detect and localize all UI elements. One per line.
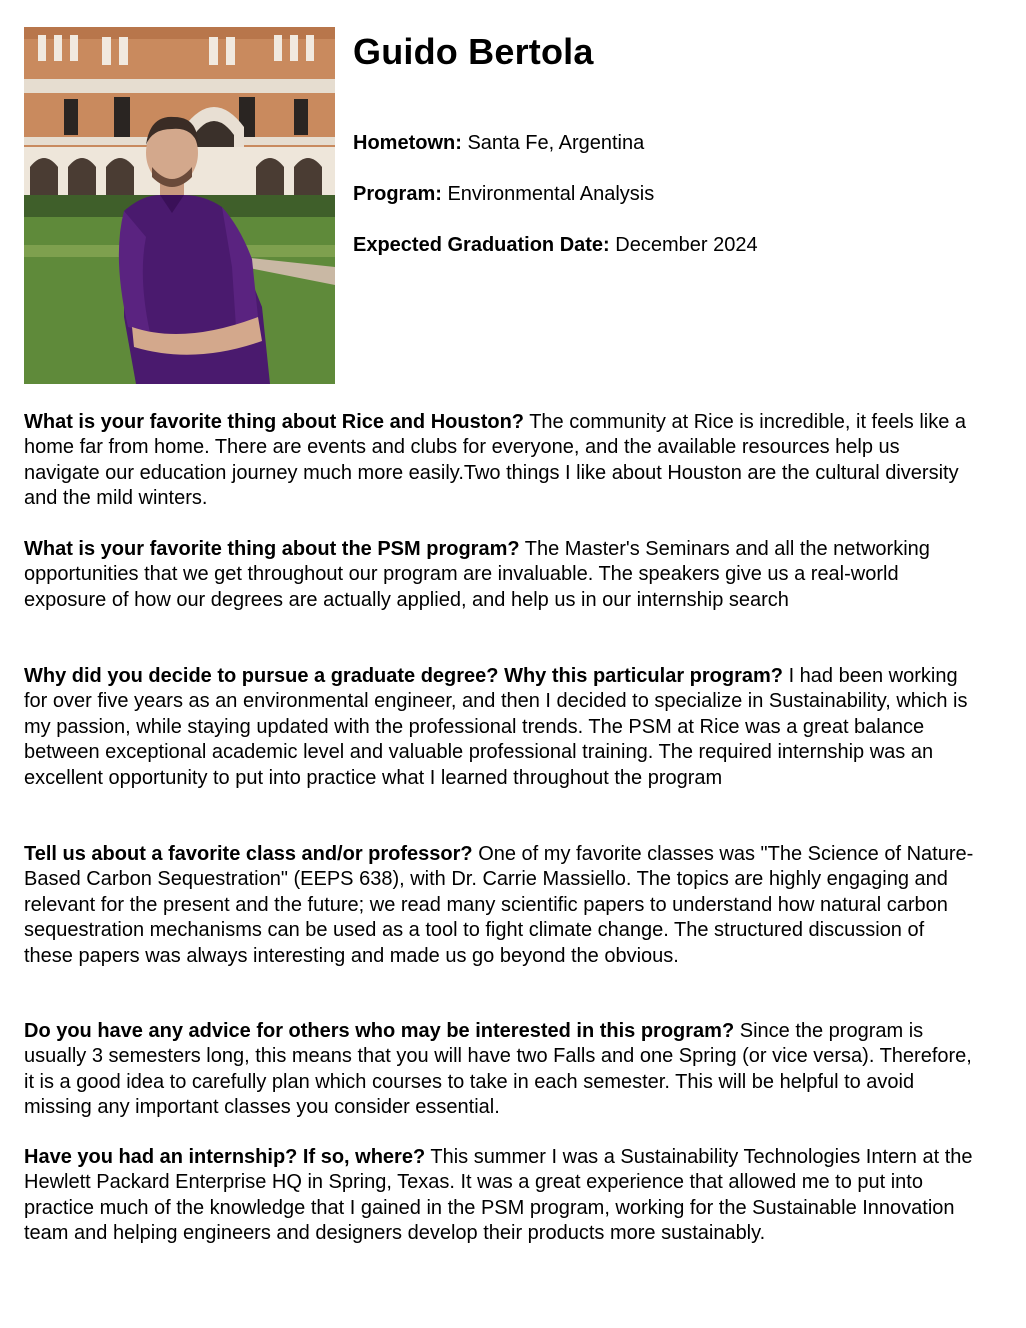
question-text: What is your favorite thing about the PSM program? [24, 538, 520, 560]
qa-paragraph-why-graduate [24, 664, 974, 791]
person-name: Guido Bertola [353, 31, 594, 72]
hometown-line [353, 130, 644, 156]
profile-photo-illustration [24, 27, 335, 384]
answer-text: Since the program is usually 3 semesters long, this means that you will have two Falls and one Spring (or vice versa). Therefore, it is a good idea to carefully plan which courses to take in each semester. This will be helpful to avoid missing any important classes you consider essential. [24, 1020, 972, 1119]
hometown-value: Santa Fe, Argentina [461, 132, 645, 154]
answer-text: This summer I was a Sustainability Technologies Intern at the Hewlett Packard Enterprise HQ in Spring, Texas. It was a great experience that allowed me to put into practice much of the knowledge that I gained in the PSM program, working for the Sustainable Innovation team and helping engineers and designers develop their products more sustainably. [24, 1146, 973, 1245]
graduation-label: Expected Graduation Date: [353, 234, 610, 256]
answer-text: The community at Rice is incredible, it feels like a home far from home. There are events and clubs for everyone, and the available resources help us navigate our education journey much more easily.Two things I like about Houston are the cultural diversity and the mild winters. [24, 411, 967, 510]
question-text: Why did you decide to pursue a graduate degree? Why this particular program? [24, 665, 784, 687]
question-text: Do you have any advice for others who may be interested in this program? [24, 1020, 735, 1042]
program-value: Environmental Analysis [441, 183, 655, 205]
program-line [353, 181, 654, 207]
qa-paragraph-internship [24, 1145, 974, 1247]
answer-text: One of my favorite classes was "The Science of Nature-Based Carbon Sequestration" (EEPS 638), with Dr. Carrie Massiello. The topics are highly engaging and relevant for the present and the future; we read many scientific papers to understand how natural carbon sequestration mechanisms can be used as a tool to fight climate change. The structured discussion of these papers was always interesting and made us go beyond the obvious. [24, 843, 974, 967]
program-label: Program: [353, 183, 442, 205]
answer-text: The Master's Seminars and all the networking opportunities that we get throughout our program are invaluable. The speakers give us a real-world exposure of how our degrees are actually applied, and help us in our internship search [24, 538, 930, 611]
qa-paragraph-rice-houston [24, 410, 974, 512]
qa-paragraph-favorite-class [24, 842, 974, 969]
qa-paragraph-psm-program [24, 537, 974, 613]
profile-photo [24, 27, 335, 384]
hometown-label: Hometown: [353, 132, 462, 154]
graduation-line [353, 232, 758, 258]
question-text: Tell us about a favorite class and/or professor? [24, 843, 473, 865]
graduation-value: December 2024 [609, 234, 758, 256]
question-text: What is your favorite thing about Rice and Houston? [24, 411, 525, 433]
qa-paragraph-advice [24, 1019, 974, 1121]
question-text: Have you had an internship? If so, where? [24, 1146, 426, 1168]
answer-text: I had been working for over five years as an environmental engineer, and then I decided to specialize in Sustainability, which is my passion, while staying updated with the professional trends. The PSM at Rice was a great balance between exceptional academic level and valuable professional training. The required internship was an excellent opportunity to put into practice what I learned throughout the program [24, 665, 968, 789]
